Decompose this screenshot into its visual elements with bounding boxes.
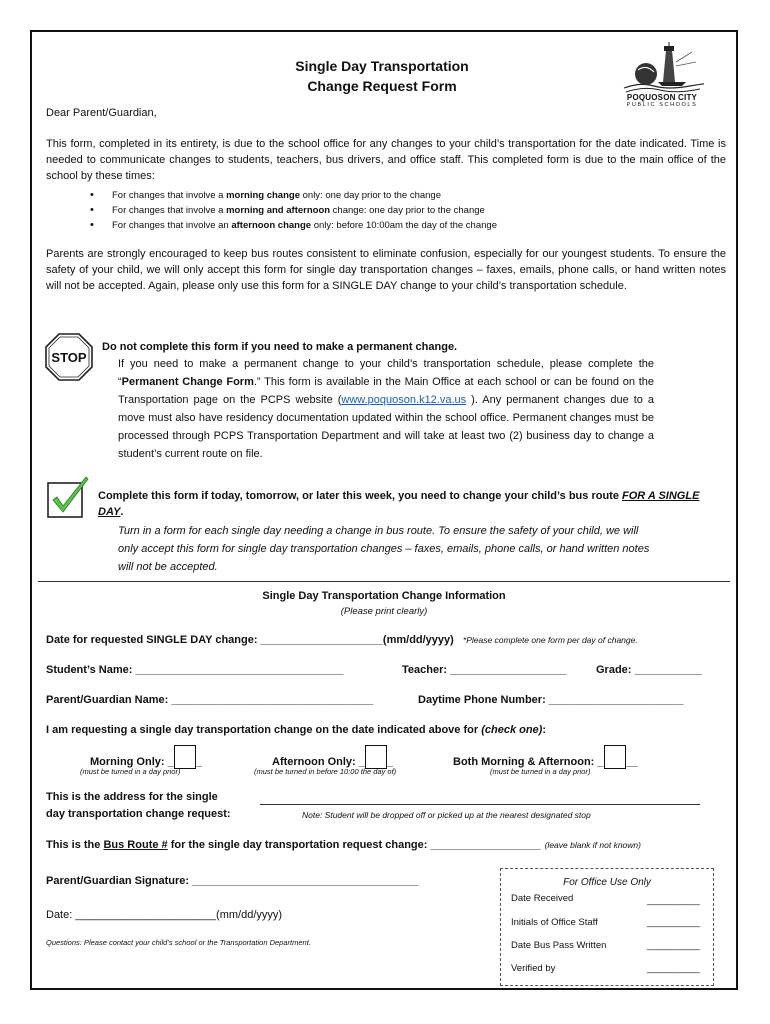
both-option[interactable]: Both Morning & Afternoon: _ __ [453, 745, 638, 770]
parent-name-field[interactable]: Parent/Guardian Name: _________________________________ [46, 694, 374, 706]
lighthouse-logo-icon [620, 42, 704, 94]
form-title [232, 56, 532, 96]
office-row-label: Date Received [511, 893, 574, 904]
check-body: Turn in a form for each single day needing a change in bus route. To ensure the safety of your child, we will only accept this form for single day transportation changes – faxes, emails, phone calls, or hand written notes will not be accepted. [118, 525, 650, 573]
check-heading: Complete this form if today, tomorrow, or later this week, you need to change your child’s bus route FOR A SINGLE DAY. [98, 490, 700, 518]
grade-field[interactable]: Grade: ___________ [596, 664, 702, 676]
poquoson-logo [620, 42, 704, 106]
stop-heading: Do not complete this form if you need to make a permanent change. [102, 341, 458, 353]
deadline-item: • For changes that involve an afternoon change only: before 10:00am the day of the change [90, 218, 690, 233]
student-name-field[interactable]: Student’s Name: __________________________________ [46, 664, 344, 676]
morning-only-checkbox[interactable] [174, 745, 196, 769]
title-line-2: Change Request Form [307, 78, 457, 94]
office-row-line[interactable]: __________ [647, 917, 700, 928]
deadline-list [90, 188, 690, 233]
office-row-line[interactable]: __________ [647, 895, 700, 906]
logo-text-1: POQUOSON CITY [626, 93, 698, 102]
office-use-box [500, 868, 714, 986]
office-row-line[interactable]: __________ [647, 963, 700, 974]
change-date-field[interactable]: Date for requested SINGLE DAY change: ____________________(mm/dd/yyyy) *Please complete one form per day of change. [46, 634, 638, 646]
questions-note: Questions: Please contact your child’s school or the Transportation Department. [46, 938, 311, 947]
address-note: Note: Student will be dropped off or picked up at the nearest designated stop [302, 810, 591, 820]
pcps-website-link[interactable]: www.poquoson.k12.va.us [341, 394, 467, 406]
address-field[interactable] [260, 804, 700, 805]
form-section-title: Single Day Transportation Change Information [262, 590, 506, 602]
address-label-1: This is the address for the single [46, 791, 218, 803]
title-line-1: Single Day Transportation [295, 58, 469, 74]
stop-body: If you need to make a permanent change to your child’s transportation schedule, please complete the “Permanent Change Form.” This form is available in the Main Office at each school or can be found on the Transportation page on the PCPS website (www.poquoson.k12.va.us ). Any permanent changes due to a move must also have residency documentation updated within the school office. Permanent changes must be processed through PCPS Transportation Department and will take at least two (2) business day to change a student’s current route on file. [118, 358, 654, 460]
both-note: (must be turned in a day prior) [490, 767, 591, 776]
form-page [30, 30, 738, 990]
one-form-note: *Please complete one form per day of change. [462, 635, 638, 645]
form-section-subtitle: (Please print clearly) [340, 606, 428, 617]
office-row-line[interactable]: __________ [647, 940, 700, 951]
morning-only-option[interactable]: Morning Only: _ _ [90, 745, 202, 770]
stop-sign-icon [44, 332, 94, 382]
intro-paragraph-2: Parents are strongly encouraged to keep bus routes consistent to eliminate confusion, especially for our youngest students. To ensure the safety of your child, we will only accept this form for single day transportation changes – faxes, emails, phone calls, or hand written notes will not be accepted. Again, please only use this form for a SINGLE DAY change to your child’s transportation schedule. [46, 248, 726, 292]
afternoon-only-checkbox[interactable] [365, 745, 387, 769]
request-instruction: I am requesting a single day transportation change on the date indicated above for (check one): [46, 724, 547, 736]
both-checkbox[interactable] [604, 745, 626, 769]
section-divider [38, 581, 730, 582]
daytime-phone-field[interactable]: Daytime Phone Number: ______________________ [418, 694, 684, 706]
intro-paragraph-1: This form, completed in its entirety, is due to the school office for any changes to your child’s transportation for the date indicated. Time is needed to communicate changes to students, teachers, bus drivers, and office staff. This completed form is due to the main office of the school by these times: [46, 138, 726, 182]
office-row-label: Verified by [511, 963, 556, 974]
morning-note: (must be turned in a day prior) [80, 767, 181, 776]
address-label-2: day transportation change request: [46, 808, 231, 820]
teacher-field[interactable]: Teacher: ___________________ [402, 664, 567, 676]
greeting: Dear Parent/Guardian, [46, 107, 157, 119]
office-use-title: For Office Use Only [563, 877, 651, 888]
svg-text:STOP: STOP [51, 350, 87, 365]
bus-route-field[interactable]: This is the Bus Route # for the single day transportation request change: __________________ (leave blank if not known) [46, 839, 641, 851]
checkmark-icon [46, 475, 90, 519]
signature-field[interactable]: Parent/Guardian Signature: _____________________________________ [46, 875, 419, 887]
office-row-label: Initials of Office Staff [511, 917, 598, 928]
route-note: (leave blank if not known) [544, 840, 641, 850]
date-field-text[interactable]: Date: _______________________(mm/dd/yyyy) [46, 909, 283, 921]
afternoon-only-option[interactable]: Afternoon Only: _ _ [272, 745, 393, 770]
logo-text-2: PUBLIC SCHOOLS [626, 102, 698, 108]
deadline-item: • For changes that involve a morning change only: one day prior to the change [90, 188, 690, 203]
deadline-item: • For changes that involve a morning and afternoon change: one day prior to the change [90, 203, 690, 218]
office-row-label: Date Bus Pass Written [511, 940, 607, 951]
afternoon-note: (must be turned in before 10:00 the day of) [254, 767, 397, 776]
